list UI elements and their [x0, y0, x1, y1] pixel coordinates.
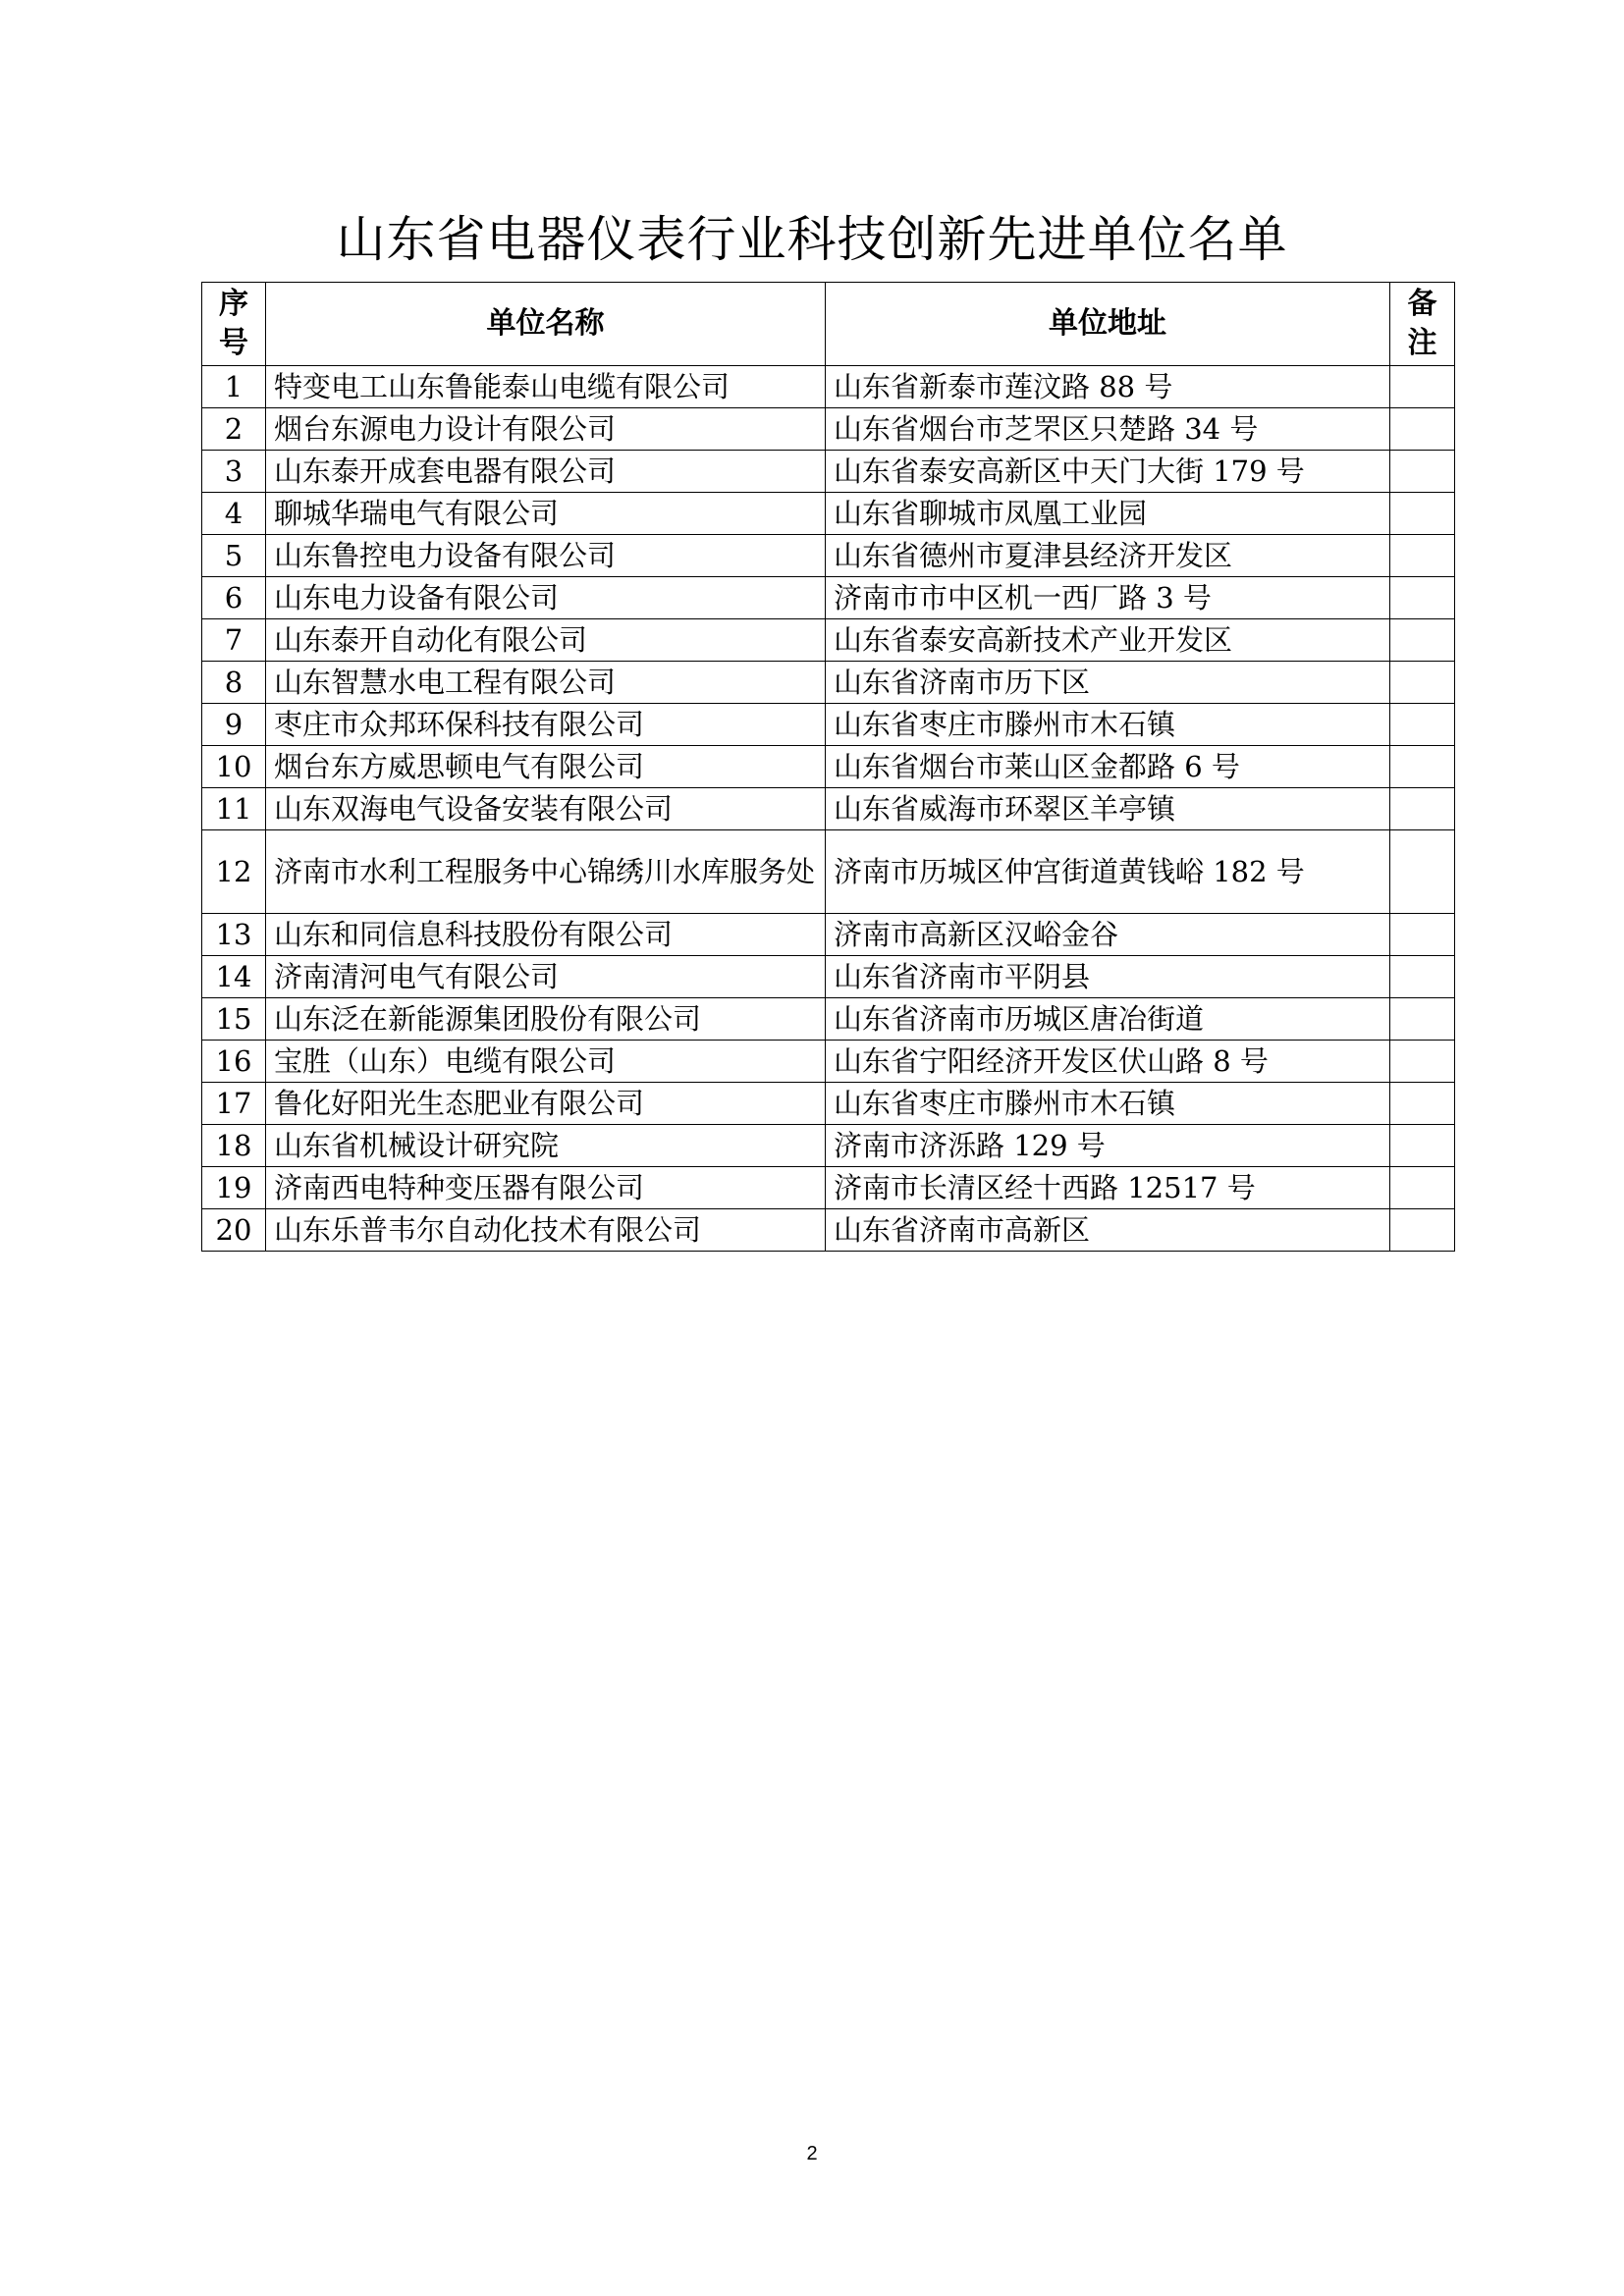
- cell-note: [1390, 704, 1455, 746]
- cell-address: 山东省泰安高新区中天门大街 179 号: [826, 451, 1390, 493]
- cell-note: [1390, 662, 1455, 704]
- cell-note: [1390, 956, 1455, 998]
- cell-note: [1390, 408, 1455, 451]
- cell-note: [1390, 1167, 1455, 1209]
- cell-note: [1390, 1125, 1455, 1167]
- cell-name: 山东双海电气设备安装有限公司: [266, 788, 826, 830]
- cell-index: 12: [202, 830, 266, 914]
- cell-name: 山东泰开成套电器有限公司: [266, 451, 826, 493]
- table-row: [202, 535, 1455, 577]
- cell-index: 3: [202, 451, 266, 493]
- cell-address: 山东省烟台市芝罘区只楚路 34 号: [826, 408, 1390, 451]
- cell-name: 聊城华瑞电气有限公司: [266, 493, 826, 535]
- cell-index: 18: [202, 1125, 266, 1167]
- cell-note: [1390, 998, 1455, 1041]
- cell-index: 4: [202, 493, 266, 535]
- table-body: [202, 366, 1455, 1252]
- cell-note: [1390, 535, 1455, 577]
- cell-address: 山东省新泰市莲汶路 88 号: [826, 366, 1390, 408]
- table-row: [202, 1167, 1455, 1209]
- cell-address: 济南市长清区经十西路 12517 号: [826, 1167, 1390, 1209]
- table-row: [202, 704, 1455, 746]
- cell-index: 15: [202, 998, 266, 1041]
- cell-address: 山东省济南市历下区: [826, 662, 1390, 704]
- cell-note: [1390, 577, 1455, 619]
- cell-address: 山东省宁阳经济开发区伏山路 8 号: [826, 1041, 1390, 1083]
- cell-index: 20: [202, 1209, 266, 1252]
- table-row: [202, 619, 1455, 662]
- cell-note: [1390, 366, 1455, 408]
- cell-name: 济南市水利工程服务中心锦绣川水库服务处: [266, 830, 826, 914]
- cell-name: 山东省机械设计研究院: [266, 1125, 826, 1167]
- units-table: [201, 282, 1455, 1252]
- cell-index: 2: [202, 408, 266, 451]
- cell-note: [1390, 914, 1455, 956]
- cell-name: 鲁化好阳光生态肥业有限公司: [266, 1083, 826, 1125]
- cell-note: [1390, 451, 1455, 493]
- cell-name: 烟台东方威思顿电气有限公司: [266, 746, 826, 788]
- cell-note: [1390, 1041, 1455, 1083]
- page-title: 山东省电器仪表行业科技创新先进单位名单: [336, 211, 1288, 268]
- cell-index: 11: [202, 788, 266, 830]
- cell-note: [1390, 788, 1455, 830]
- cell-index: 16: [202, 1041, 266, 1083]
- header-index: 序号: [202, 283, 266, 366]
- cell-name: 特变电工山东鲁能泰山电缆有限公司: [266, 366, 826, 408]
- cell-name: 山东泛在新能源集团股份有限公司: [266, 998, 826, 1041]
- cell-name: 山东乐普韦尔自动化技术有限公司: [266, 1209, 826, 1252]
- header-note: 备注: [1390, 283, 1455, 366]
- cell-name: 山东智慧水电工程有限公司: [266, 662, 826, 704]
- cell-address: 山东省德州市夏津县经济开发区: [826, 535, 1390, 577]
- table-row: [202, 1209, 1455, 1252]
- cell-name: 山东和同信息科技股份有限公司: [266, 914, 826, 956]
- cell-index: 7: [202, 619, 266, 662]
- cell-index: 13: [202, 914, 266, 956]
- cell-name: 山东电力设备有限公司: [266, 577, 826, 619]
- cell-address: 山东省济南市平阴县: [826, 956, 1390, 998]
- cell-address: 山东省泰安高新技术产业开发区: [826, 619, 1390, 662]
- cell-note: [1390, 1083, 1455, 1125]
- cell-address: 济南市市中区机一西厂路 3 号: [826, 577, 1390, 619]
- cell-address: 济南市历城区仲宫街道黄钱峪 182 号: [826, 830, 1390, 914]
- cell-name: 山东泰开自动化有限公司: [266, 619, 826, 662]
- cell-name: 济南西电特种变压器有限公司: [266, 1167, 826, 1209]
- cell-index: 19: [202, 1167, 266, 1209]
- table-row: [202, 1083, 1455, 1125]
- cell-name: 宝胜（山东）电缆有限公司: [266, 1041, 826, 1083]
- cell-address: 山东省威海市环翠区羊亭镇: [826, 788, 1390, 830]
- table-row: [202, 662, 1455, 704]
- table-row: [202, 788, 1455, 830]
- cell-address: 山东省聊城市凤凰工业园: [826, 493, 1390, 535]
- header-name: 单位名称: [266, 283, 826, 366]
- cell-name: 山东鲁控电力设备有限公司: [266, 535, 826, 577]
- table-row: [202, 366, 1455, 408]
- table-row: [202, 746, 1455, 788]
- cell-address: 山东省济南市历城区唐冶街道: [826, 998, 1390, 1041]
- header-address: 单位地址: [826, 283, 1390, 366]
- table-header-row: [202, 283, 1455, 366]
- cell-index: 10: [202, 746, 266, 788]
- table-row: [202, 1041, 1455, 1083]
- cell-index: 5: [202, 535, 266, 577]
- cell-note: [1390, 1209, 1455, 1252]
- cell-index: 9: [202, 704, 266, 746]
- cell-address: 山东省济南市高新区: [826, 1209, 1390, 1252]
- table-row: [202, 914, 1455, 956]
- table-row: [202, 408, 1455, 451]
- cell-name: 烟台东源电力设计有限公司: [266, 408, 826, 451]
- cell-note: [1390, 830, 1455, 914]
- page-number: 2: [806, 2143, 818, 2164]
- table-row: [202, 998, 1455, 1041]
- cell-address: 山东省枣庄市滕州市木石镇: [826, 1083, 1390, 1125]
- cell-address: 山东省枣庄市滕州市木石镇: [826, 704, 1390, 746]
- cell-address: 济南市济泺路 129 号: [826, 1125, 1390, 1167]
- cell-name: 济南清河电气有限公司: [266, 956, 826, 998]
- table-row: [202, 577, 1455, 619]
- cell-index: 17: [202, 1083, 266, 1125]
- table-row: [202, 1125, 1455, 1167]
- table-row: [202, 830, 1455, 914]
- cell-address: 山东省烟台市莱山区金都路 6 号: [826, 746, 1390, 788]
- table-row: [202, 493, 1455, 535]
- table-row: [202, 451, 1455, 493]
- cell-index: 6: [202, 577, 266, 619]
- cell-index: 1: [202, 366, 266, 408]
- cell-note: [1390, 746, 1455, 788]
- cell-address: 济南市高新区汉峪金谷: [826, 914, 1390, 956]
- cell-note: [1390, 493, 1455, 535]
- cell-index: 14: [202, 956, 266, 998]
- table-row: [202, 956, 1455, 998]
- cell-index: 8: [202, 662, 266, 704]
- cell-name: 枣庄市众邦环保科技有限公司: [266, 704, 826, 746]
- cell-note: [1390, 619, 1455, 662]
